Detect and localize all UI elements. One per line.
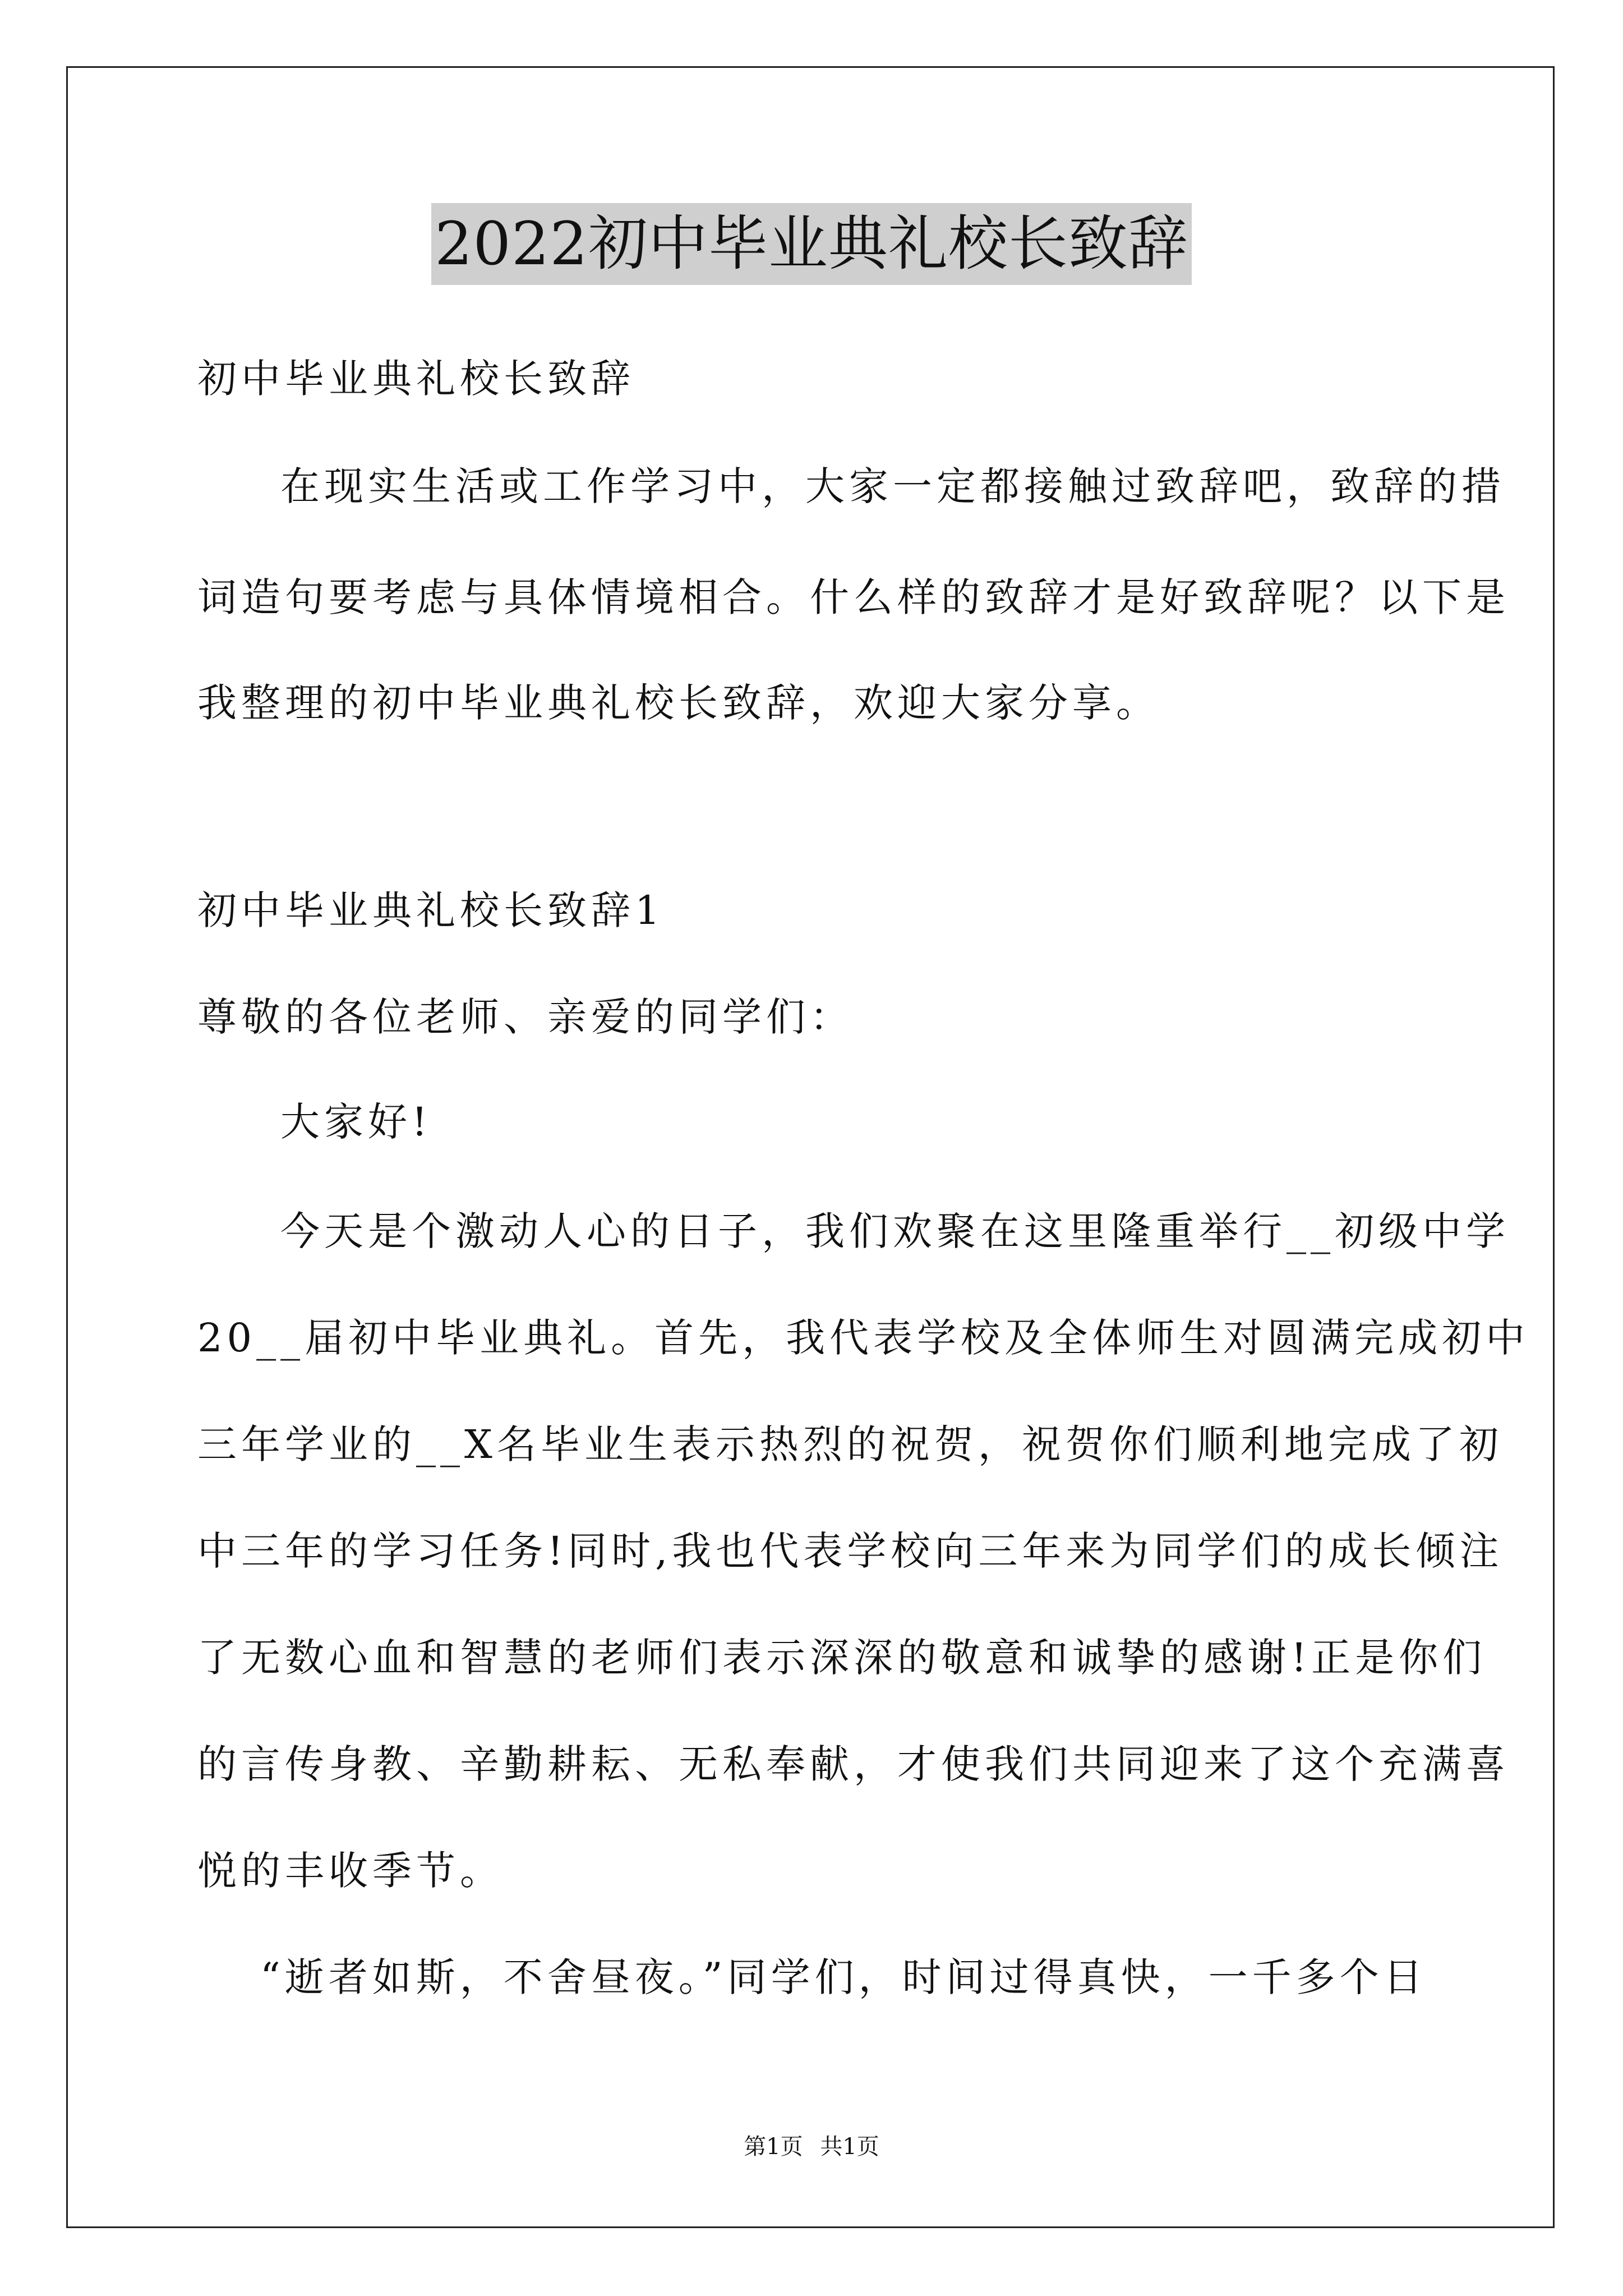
salutation: 尊敬的各位老师、亲爱的同学们： bbox=[197, 994, 854, 1040]
title-container bbox=[0, 203, 1623, 285]
intro-line-3: 我整理的初中毕业典礼校长致辞，欢迎大家分享。 bbox=[197, 680, 1160, 726]
body-line-3: 三年学业的__X名毕业生表示热烈的祝贺，祝贺你们顺利地完成了初 bbox=[197, 1421, 1503, 1467]
body-line-4: 中三年的学习任务!同时,我也代表学校向三年来为同学们的成长倾注 bbox=[197, 1528, 1504, 1574]
body-line-2: 20__届初中毕业典礼。首先，我代表学校及全体师生对圆满完成初中 bbox=[197, 1315, 1530, 1361]
body-line-5: 了无数心血和智慧的老师们表示深深的敬意和诚挚的感谢!正是你们 bbox=[197, 1635, 1487, 1681]
body-line-6: 的言传身教、辛勤耕耘、无私奉献，才使我们共同迎来了这个充满喜 bbox=[197, 1741, 1510, 1787]
document-title: 2022初中毕业典礼校长致辞 bbox=[431, 203, 1192, 285]
body-line-1: 今天是个激动人心的日子，我们欢聚在这里隆重举行__初级中学 bbox=[280, 1208, 1510, 1254]
page-footer: 第1页 共1页 bbox=[744, 2134, 879, 2160]
greeting: 大家好! bbox=[280, 1099, 432, 1145]
document-heading: 初中毕业典礼校长致辞 bbox=[197, 356, 635, 402]
intro-line-1: 在现实生活或工作学习中，大家一定都接触过致辞吧，致辞的措 bbox=[280, 463, 1505, 509]
body-line-7: 悦的丰收季节。 bbox=[197, 1848, 504, 1894]
section-title: 初中毕业典礼校长致辞1 bbox=[197, 887, 665, 933]
intro-line-2: 词造句要考虑与具体情境相合。什么样的致辞才是好致辞呢？以下是 bbox=[197, 574, 1510, 620]
closing-line: “逝者如斯，不舍昼夜。”同学们，时间过得真快，一千多个日 bbox=[260, 1954, 1427, 2000]
